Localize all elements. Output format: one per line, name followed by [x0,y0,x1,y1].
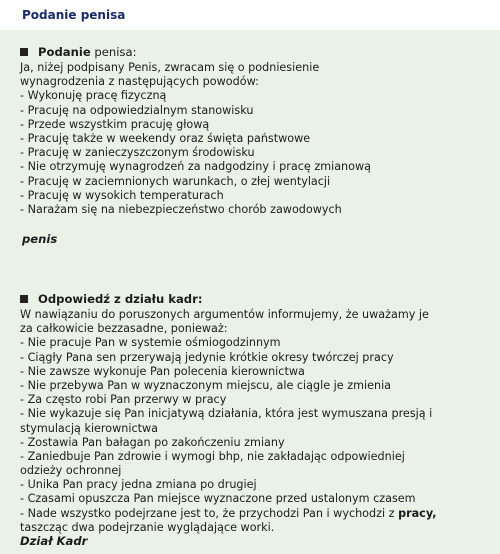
reply-point: odzieży ochronnej [20,464,122,478]
reply-intro-line-2: za całkowicie bezzasadne, ponieważ: [20,322,228,336]
reason-item: - Narażam się na niebezpieczeństwo chorób zawodowych [20,202,342,216]
letter-heading [20,45,490,61]
square-bullet-icon [20,48,28,56]
page-title: Podanie penisa [22,8,126,22]
reason-item: - Pracuję w wysokich temperaturach [20,188,224,202]
reply-signature: Dział Kadr [20,534,88,548]
letter-signature: penis [22,232,58,246]
reply-point: - Czasami opuszcza Pan miejsce wyznaczone przed ustalonym czasem [20,492,416,506]
reply-point: - Za często robi Pan przerwy w pracy [20,393,227,407]
reply-point: - Nie wykazuje się Pan inicjatywą działania, która jest wymuszana presją i [20,407,433,421]
reply-heading [20,292,490,308]
reply-point: stymulacją kierownictwa [20,421,159,435]
reply-section [20,292,490,535]
square-bullet-icon [20,295,28,303]
reply-last-point-line-2: taszcząc dwa podejrzanie wyglądające worki. [20,520,275,534]
reason-item: - Wykonuję pracę fizyczną [20,89,167,103]
reason-item: - Pracuję na odpowiedzialnym stanowisku [20,103,254,117]
reply-intro-line-1: W nawiązaniu do poruszonych argumentów informujemy, że uważamy je [20,308,429,321]
reply-point: - Nie przebywa Pan w wyznaczonym miejscu, ale ciągle je zmienia [20,378,392,392]
reply-point: - Nie zawsze wykonuje Pan polecenia kierownictwa [20,364,305,378]
reason-item: - Nie otrzymuję wynagrodzeń za nadgodziny i pracę zmianową [20,160,372,174]
reply-point: - Nie pracuje Pan w systemie ośmiogodzinnym [20,336,281,350]
reason-item: - Pracuję w zaciemnionych warunkach, o złej wentylacji [20,174,331,188]
reply-point: - Zostawia Pan bałagan po zakończeniu zmiany [20,435,285,449]
letter-heading-rest: penisa: [94,45,137,59]
reply-last-point-line-1 [20,507,490,521]
reason-item: - Pracuję także w weekendy oraz święta państwowe [20,131,311,145]
reply-point: - Zaniedbuje Pan zdrowie i wymogi bhp, nie zakładając odpowiedniej [20,449,405,463]
reply-last-point-bold: pracy, [398,506,437,520]
reply-point: - Unika Pan pracy jedna zmiana po drugiej [20,478,257,492]
reply-point: - Ciągły Pana sen przerywają jedynie krótkie okresy twórczej pracy [20,350,394,364]
letter-intro-line-2: wynagrodzenia z następujących powodów: [20,75,259,89]
reply-heading-text: Odpowiedź z działu kadr: [38,292,203,306]
reply-last-point-text: - Nade wszystko podejrzane jest to, że przychodzi Pan i wychodzi z [20,506,395,520]
letter-intro-line-1: Ja, niżej podpisany Penis, zwracam się o podniesienie [20,61,320,74]
title-bar [0,0,500,30]
reason-item: - Pracuję w zanieczyszczonym środowisku [20,146,255,160]
reason-item: - Przede wszystkim pracuję głową [20,117,210,131]
letter-section [20,45,490,217]
letter-heading-bold: Podanie [38,45,91,59]
